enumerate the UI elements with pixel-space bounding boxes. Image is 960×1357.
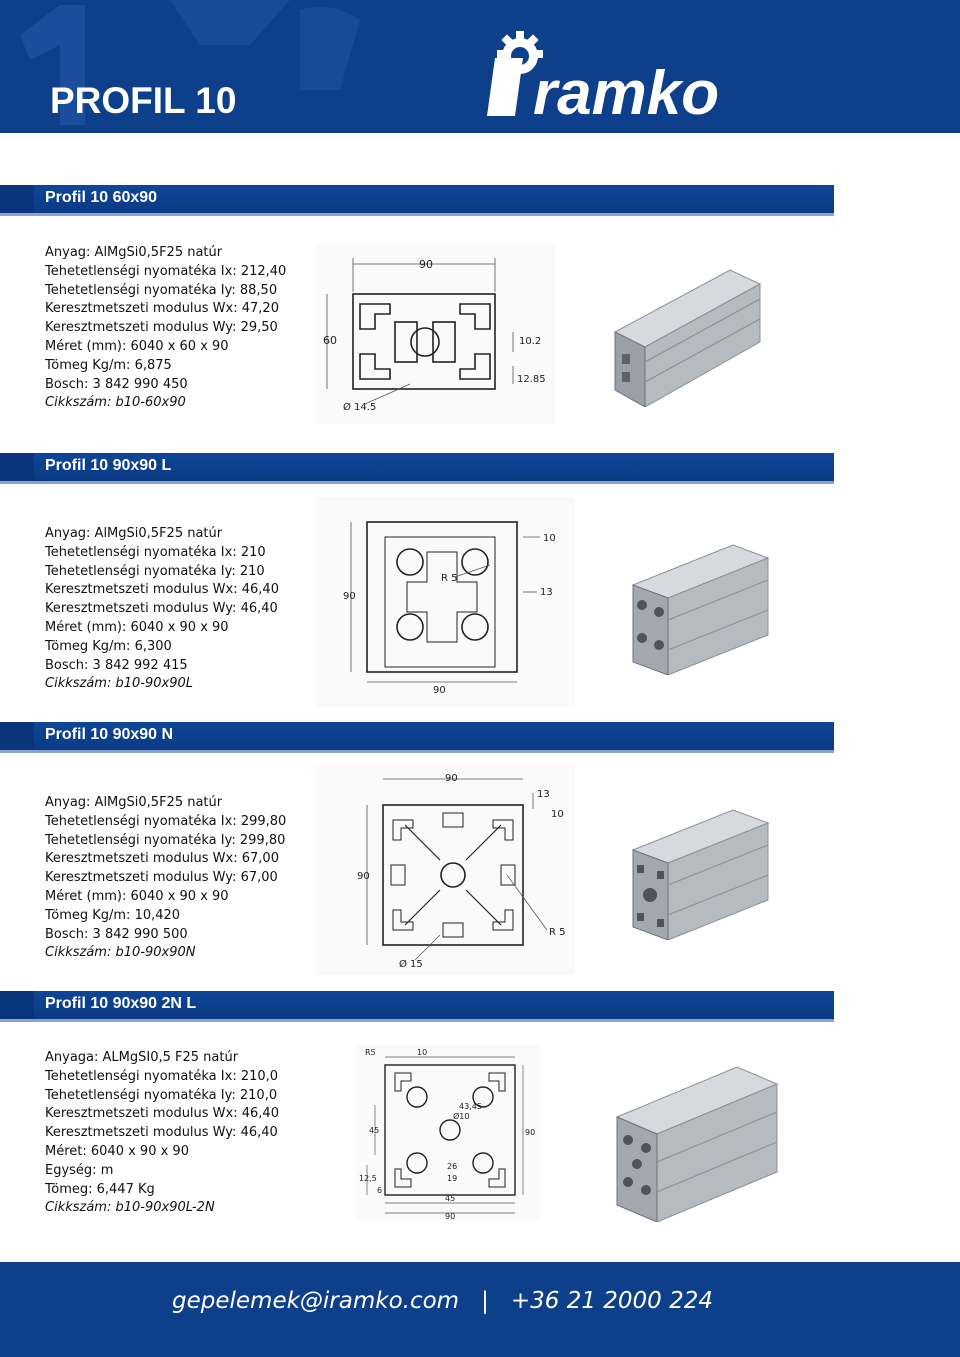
contact-email[interactable]: gepelemek@iramko.com [172, 1288, 460, 1314]
dim-d1: 10 [543, 533, 556, 544]
spec-wx: Keresztmetszeti modulus Wx: 47,20 [45, 301, 279, 317]
dim-b: 45 [445, 1194, 456, 1203]
spec-weight: Tömeg Kg/m: 6,875 [45, 357, 172, 373]
iramko-logo [485, 26, 805, 126]
spec-material: Anyag: AlMgSi0,5F25 natúr [45, 795, 223, 810]
technical-drawing-60x90 [315, 244, 555, 424]
technical-drawing-90x90-l [315, 497, 575, 707]
spec-iy: Tehetetlenségi nyomatéka Iy: 210,0 [45, 1087, 278, 1103]
dim-height: 90 [357, 871, 370, 882]
spec-material: Anyag: AlMgSi0,5F25 natúr [45, 245, 223, 260]
page-footer [0, 1262, 960, 1357]
spec-iy: Tehetetlenségi nyomatéka Iy: 210 [45, 563, 265, 579]
spec-ix: Tehetetlenségi nyomatéka Ix: 210 [45, 544, 266, 560]
section-title: Profil 10 90x90 N [45, 726, 174, 743]
spec-ix: Tehetetlenségi nyomatéka Ix: 299,80 [45, 813, 287, 829]
spec-weight: Tömeg Kg/m: 10,420 [45, 907, 181, 923]
section-title: Profil 10 90x90 L [45, 457, 172, 474]
profile-photo-90x90-2n-l [612, 1062, 787, 1222]
dim-width: 90 [419, 258, 433, 271]
spec-wx: Keresztmetszeti modulus Wx: 46,40 [45, 1106, 279, 1122]
spec-size: Méret: 6040 x 90 x 90 [45, 1143, 189, 1159]
dim-d2: 10 [551, 809, 564, 820]
spec-wx: Keresztmetszeti modulus Wx: 46,40 [45, 582, 279, 598]
spec-code: Cikkszám: b10-90x90L [45, 676, 193, 692]
profile-photo-90x90-n [628, 805, 778, 940]
dim-g: Ø10 [453, 1112, 470, 1121]
dim-d2: 13 [540, 587, 553, 598]
spec-material: Anyaga: ALMgSI0,5 F25 natúr [45, 1050, 239, 1065]
dim-a: 45 [369, 1126, 380, 1135]
technical-drawing-90x90-n [315, 765, 575, 975]
spec-weight: Tömeg Kg/m: 6,300 [45, 638, 172, 654]
profile-photo-60x90 [610, 262, 770, 407]
dim-top: 10 [417, 1048, 428, 1057]
spec-wx: Keresztmetszeti modulus Wx: 67,00 [45, 851, 279, 867]
section-header-90x90-n [0, 722, 834, 753]
spec-list-90x90-l [45, 525, 279, 694]
dim-h: 90 [525, 1128, 536, 1137]
spec-code: Cikkszám: b10-90x90L-2N [45, 1200, 215, 1216]
page-title: PROFIL 10 [50, 80, 237, 121]
spec-wy: Keresztmetszeti modulus Wy: 46,40 [45, 1125, 278, 1141]
dim-w: 90 [445, 1212, 456, 1220]
dim-c: 26 [447, 1162, 458, 1171]
dim-r: R5 [365, 1048, 376, 1057]
contact-separator: | [481, 1288, 489, 1314]
dim-height: 60 [323, 334, 337, 347]
dim-width: 90 [433, 685, 446, 696]
dim-i: 43,45 [459, 1102, 482, 1111]
spec-material: Anyag: AlMgSi0,5F25 natúr [45, 526, 223, 541]
section-title: Profil 10 90x90 2N L [45, 995, 197, 1012]
spec-size: Méret (mm): 6040 x 60 x 90 [45, 338, 229, 354]
dim-bore: Ø 15 [399, 959, 423, 970]
dim-height: 90 [343, 591, 356, 602]
dim-e: 12,5 [359, 1174, 377, 1183]
spec-bosch: Bosch: 3 842 990 450 [45, 376, 188, 392]
spec-ix: Tehetetlenségi nyomatéka Ix: 210,0 [45, 1068, 279, 1084]
spec-bosch: Bosch: 3 842 990 500 [45, 926, 188, 942]
spec-size: Méret (mm): 6040 x 90 x 90 [45, 619, 229, 635]
page-header [0, 0, 960, 133]
dim-d2: 12.85 [517, 374, 546, 385]
spec-code: Cikkszám: b10-60x90 [45, 395, 186, 411]
spec-size: Méret (mm): 6040 x 90 x 90 [45, 888, 229, 904]
spec-list-90x90-n [45, 794, 286, 963]
section-header-90x90-l [0, 453, 834, 484]
spec-iy: Tehetetlenségi nyomatéka Iy: 88,50 [45, 282, 278, 298]
spec-list-60x90 [45, 244, 286, 413]
spec-list-90x90-2n-l [45, 1049, 279, 1218]
contact-phone[interactable]: +36 21 2000 224 [510, 1288, 714, 1314]
spec-iy: Tehetetlenségi nyomatéka Iy: 299,80 [45, 832, 286, 848]
spec-ix: Tehetetlenségi nyomatéka Ix: 212,40 [45, 263, 287, 279]
spec-wy: Keresztmetszeti modulus Wy: 67,00 [45, 870, 278, 886]
spec-unit: Egység: m [45, 1162, 114, 1178]
dim-d1: 10.2 [519, 336, 542, 347]
spec-wy: Keresztmetszeti modulus Wy: 46,40 [45, 601, 278, 617]
dim-d1: 13 [537, 789, 550, 800]
technical-drawing-90x90-2n-l [355, 1045, 540, 1220]
spec-bosch: Bosch: 3 842 992 415 [45, 657, 188, 673]
section-title: Profil 10 60x90 [45, 189, 158, 206]
dim-radius: R 5 [549, 927, 566, 938]
section-header-90x90-2n-l [0, 991, 834, 1022]
dim-f: 6 [377, 1186, 383, 1195]
profile-photo-90x90-l [628, 540, 778, 675]
spec-code: Cikkszám: b10-90x90N [45, 945, 196, 961]
spec-wy: Keresztmetszeti modulus Wy: 29,50 [45, 320, 278, 336]
dim-d: 19 [447, 1174, 458, 1183]
section-header-60x90 [0, 185, 834, 216]
dim-radius: R 5 [441, 573, 458, 584]
dim-width: 90 [445, 773, 458, 784]
spec-weight: Tömeg: 6,447 Kg [45, 1181, 155, 1197]
contact-line [172, 1288, 713, 1314]
dim-bore: Ø 14.5 [343, 402, 377, 413]
svg-text:ramko: ramko [533, 59, 720, 126]
